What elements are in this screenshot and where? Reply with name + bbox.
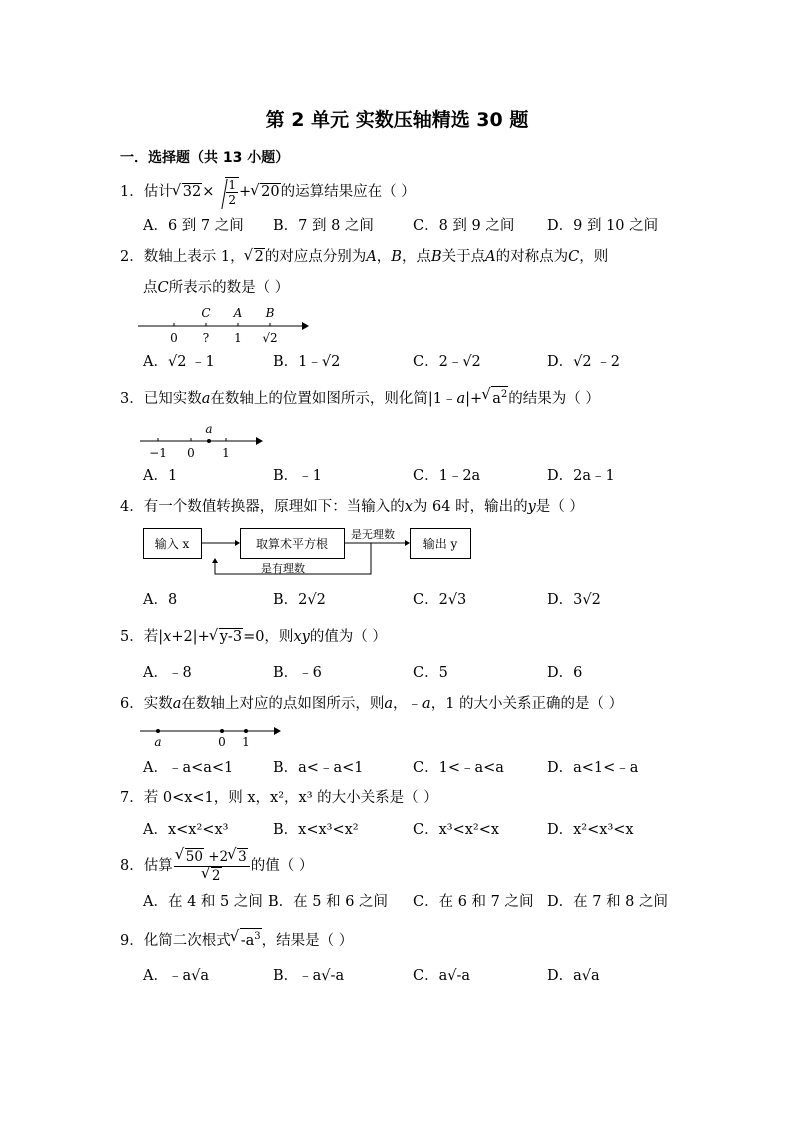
output-label: 输出 y [422,537,458,551]
variable: A [366,249,377,265]
radical: √ 2 [202,867,222,885]
question-number: 7． [120,790,144,806]
question-text: 是（ ） [535,499,584,515]
question-text: 在数轴上对应的点如图所示，则 [181,696,385,712]
tick-label: a [154,735,162,749]
option-d[interactable]: D．√2 ﹣2 [547,354,620,370]
option-d[interactable]: D．2a﹣1 [547,468,615,484]
question-text: 估算 [143,858,173,874]
options-q3 [143,466,703,486]
option-d[interactable]: D．在 7 和 8 之间 [547,894,669,910]
options-q5 [143,663,703,683]
radical: √ $a^2$ [482,386,508,409]
option-a[interactable]: A．1 [143,468,178,484]
option-c[interactable]: C．1<﹣a<a [413,760,504,776]
option-d[interactable]: D．x²<x³<x [547,822,634,838]
radical-fraction [214,177,239,207]
option-a[interactable]: A．x<x²<x³ [143,822,229,838]
variable: y [527,499,536,515]
question-text: 点 [143,280,158,296]
question-text: 有一个数值转换器，原理如下：当输入的 [143,499,405,515]
question-number: 2． [120,249,144,265]
option-b[interactable]: B．﹣6 [273,665,322,681]
option-b[interactable]: B．在 5 和 6 之间 [268,894,389,910]
plus-sign: + [238,184,252,200]
option-b[interactable]: B．﹣1 [273,468,322,484]
options-q9 [143,966,703,986]
question-text: ，结果是（ ） [261,932,354,949]
question-8 [120,846,313,886]
question-text: 实数 [143,696,173,712]
variable: a [456,390,466,407]
variable: A [485,249,496,265]
option-d[interactable]: D．a<1<﹣a [547,760,639,776]
page-title: 第 2 单元 实数压轴精选 30 题 [265,109,529,131]
question-3 [120,386,600,409]
question-2 [120,247,608,267]
option-b[interactable]: B．x<x³<x² [273,822,359,838]
question-text: +2|+ [171,629,210,645]
option-c[interactable]: C．x³<x²<x [413,822,500,838]
number-line-q6 [138,722,288,750]
radical: √ $-a^3$ [231,928,262,951]
option-b[interactable]: B．2√2 [273,592,326,608]
radical: √ 20 [251,182,280,202]
arrow-head [274,727,281,735]
variable: a [422,696,431,712]
question-text: ， [376,249,392,265]
option-a[interactable]: A．√2 ﹣1 [143,354,215,370]
question-text: 关于点 [441,249,486,265]
option-d[interactable]: D．3√2 [547,592,601,608]
irrational-label: 是无理数 [351,528,395,541]
point-label-b: B [265,306,275,320]
point-0 [220,729,224,733]
variable: a [172,696,182,712]
option-a[interactable]: A．﹣a<a<1 [143,760,234,776]
option-d[interactable]: D．9 到 10 之间 [547,218,659,234]
arrow-head [256,437,263,445]
question-text: =0，则 [243,629,294,645]
variable: B [391,249,402,265]
number-line-q3 [138,420,268,462]
section-heading: 一．选择题（共 13 小题） [120,150,290,166]
variable: B [430,249,442,265]
tick-label: √2 [262,331,278,345]
options-q4 [143,590,703,610]
question-7 [120,788,438,808]
variable: C [157,280,169,296]
option-a[interactable]: A．﹣a√a [143,968,210,984]
question-number: 1． [120,184,144,200]
point-label-a: a [205,422,213,436]
option-c[interactable]: C．8 到 9 之间 [413,218,515,234]
option-c[interactable]: C．1﹣2a [413,468,481,484]
question-text: 已知实数 [143,390,202,407]
option-c[interactable]: C．在 6 和 7 之间 [413,894,534,910]
question-text: 估计 [143,184,173,200]
option-a[interactable]: A．8 [143,592,178,608]
arrow-head [212,558,218,563]
tick-label: 1 [242,735,250,749]
question-text: 的运算结果应在（ ） [280,184,416,200]
arrow-head [302,322,309,330]
option-b[interactable]: B．7 到 8 之间 [273,218,374,234]
radical: √ 32 [173,182,202,202]
point-a [207,439,211,443]
tick-label: −1 [149,446,167,460]
question-number: 9． [120,932,144,949]
option-c[interactable]: C．a√-a [413,968,471,984]
tick-label: 0 [170,331,178,345]
question-6 [120,694,623,714]
question-number: 8． [120,858,144,874]
point-label-a: A [233,306,243,320]
variable: xy [293,629,310,645]
options-q1 [143,216,703,236]
number-line-q2 [136,302,311,346]
option-c[interactable]: C．2√3 [413,592,467,608]
options-q2 [143,352,703,372]
question-9 [120,928,353,951]
question-text: ，点 [401,249,431,265]
question-number: 4． [120,499,144,515]
option-b[interactable]: B．﹣a√-a [273,968,345,984]
question-text: 的对称点为 [495,249,569,265]
option-b[interactable]: B．1﹣√2 [273,354,341,370]
question-number: 3． [120,390,144,407]
options-q7 [143,820,703,840]
option-a[interactable]: A．6 到 7 之间 [143,218,244,234]
radical: √ y-3 [210,627,243,647]
question-text: 在数轴上的位置如图所示，则化简|1﹣ [210,390,457,407]
fraction: $\frac{1}{2}$ [228,178,236,207]
question-text: 若| [143,629,164,645]
question-5 [120,627,387,647]
option-c[interactable]: C．2﹣√2 [413,354,481,370]
tick-label: 1 [234,331,242,345]
arrow-head [235,540,240,546]
options-q6 [143,758,703,778]
tick-label: ? [202,331,210,345]
question-number: 5． [120,629,144,645]
variable: a [384,696,394,712]
input-label: 输入 x [154,537,190,551]
rational-label: 是有理数 [261,562,305,575]
arrow-head [405,540,410,546]
question-text: 化简二次根式 [143,932,231,949]
option-d[interactable]: D．a√a [547,968,600,984]
flowchart-q4 [143,526,478,578]
radical: √ 2 [245,247,265,267]
option-a[interactable]: A．﹣8 [143,665,192,681]
radical: √ 3 [228,848,248,866]
question-text: 的对应点分别为 [264,249,367,265]
question-4 [120,497,584,517]
question-text: ，1 的大小关系正确的是（ ） [430,696,624,712]
option-b[interactable]: B．a<﹣a<1 [273,760,364,776]
variable: C [568,249,580,265]
question-text: 所表示的数是（ ） [168,280,290,296]
question-text: 为 64 时，输出的 [412,499,528,515]
times-sign: × [202,184,215,200]
question-text: 的结果为（ ） [508,390,600,407]
question-text: 的值为（ ） [309,629,387,645]
radical: √ 50 [176,848,204,866]
option-d[interactable]: D．6 [547,665,583,681]
tick-label: 1 [222,446,230,460]
question-number: 6． [120,696,144,712]
question-1 [120,177,416,207]
variable: x [404,499,413,515]
variable: a [201,390,211,407]
question-text: 数轴上表示 1， [143,249,245,265]
process-label: 取算术平方根 [255,537,329,551]
option-a[interactable]: A．在 4 和 5 之间 [143,894,263,910]
option-c[interactable]: C．5 [413,665,448,681]
question-text: ，则 [579,249,609,265]
tick-label: 0 [218,735,226,749]
point-1 [244,729,248,733]
question-2-line-2 [143,278,289,298]
question-text: 的值（ ） [250,858,314,874]
options-q8 [143,892,703,912]
point-label-c: C [201,306,211,320]
question-text: ，﹣ [393,696,423,712]
variable: x [163,629,172,645]
tick-label: 0 [187,446,195,460]
question-text: |+ [465,390,483,407]
question-text: 若 0<x<1，则 x，x²，x³ 的大小关系是（ ） [143,790,438,806]
point-a [156,729,160,733]
fraction: √ 50 +2√ 3 √ 2 [174,848,250,885]
